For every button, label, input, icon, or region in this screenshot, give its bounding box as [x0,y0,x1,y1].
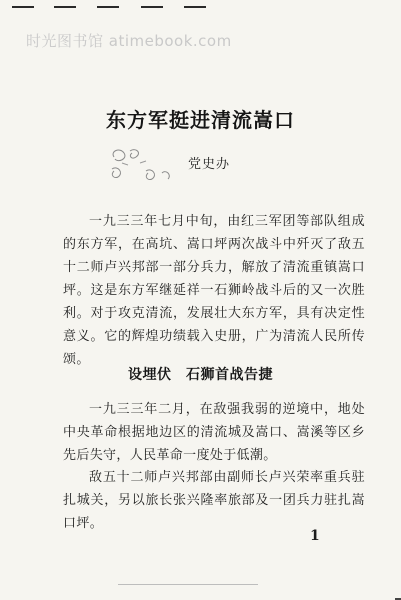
section-heading: 设埋伏 石狮首战告捷 [128,367,273,383]
paragraph: 敌五十二师卢兴邦部由副师长卢兴荣率重兵驻扎城关，另以旅长张兴隆率旅部及一团兵力驻扎嵩口坪。 [63,470,365,531]
author-line: 党史办 [188,157,231,172]
top-rule-segment [184,6,206,8]
top-rule-segment [12,6,34,8]
bottom-rule [118,584,258,585]
watermark: 时光图书馆 atimebook.com [26,32,232,50]
paragraph: 一九三三年二月，在敌强我弱的逆境中，地处中央革命根据地边区的清流城及嵩口、嵩溪等区乡先后失守，人民革命一度处于低潮。 [63,402,365,463]
page-title: 东方军挺进清流嵩口 [106,108,295,132]
ink-stamp-mark [106,143,176,185]
top-rule-segment [141,6,163,8]
page-number: 1 [310,528,320,544]
paragraph: 一九三三年七月中旬，由红三军团等部队组成的东方军，在高坑、嵩口坪两次战斗中歼灭了敌五十二师卢兴邦部一部分兵力，解放了清流重镇嵩口坪。这是东方军继延祥一石狮岭战斗后的又一次胜利。对于攻克清流，发展壮大东方军，具有决定性意义。它的辉煌功绩载入史册，广为清流人民所传颂。 [63,214,365,367]
top-rule-segment [54,6,76,8]
top-rule-segment [97,6,119,8]
